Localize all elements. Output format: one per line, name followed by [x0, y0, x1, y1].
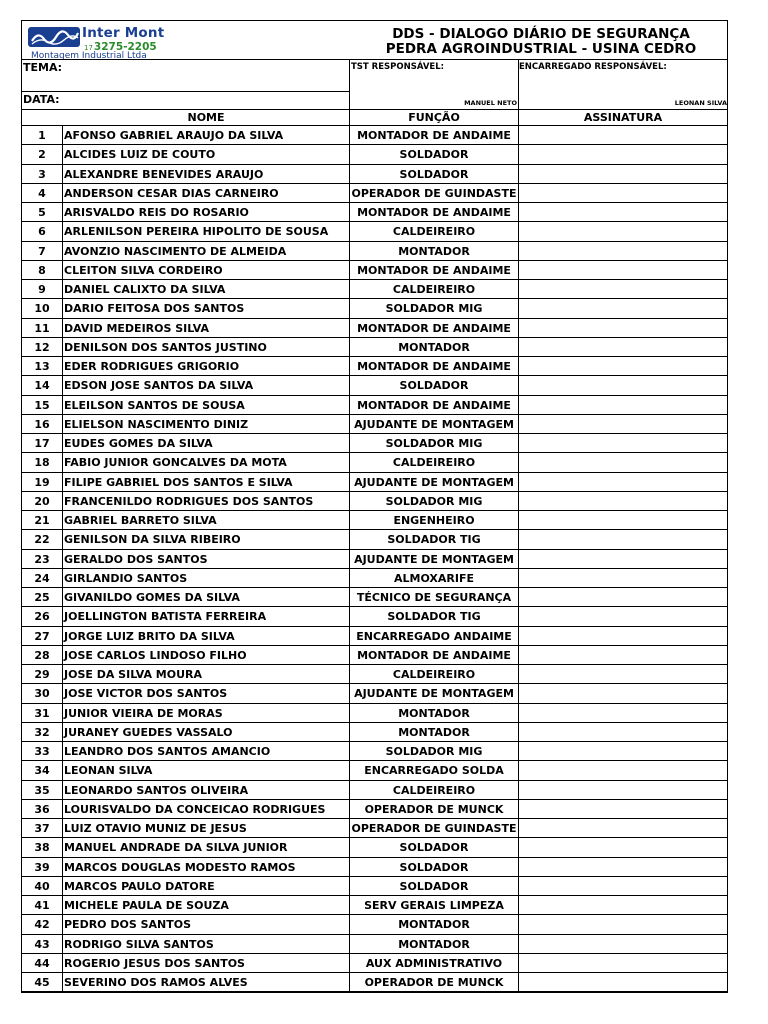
- employee-role: SOLDADOR: [399, 168, 469, 181]
- table-row: [22, 607, 727, 626]
- signature-cell[interactable]: [519, 781, 727, 800]
- signature-cell[interactable]: [519, 684, 727, 703]
- row-number: 43: [34, 938, 50, 951]
- row-number: 31: [34, 707, 50, 720]
- row-number: 41: [34, 899, 50, 912]
- employee-role: SOLDADOR MIG: [385, 302, 483, 315]
- signature-cell[interactable]: [519, 222, 727, 241]
- phone-area-code: 17: [84, 44, 93, 52]
- employee-name: JOSE DA SILVA MOURA: [64, 668, 203, 681]
- employee-name: MARCOS DOUGLAS MODESTO RAMOS: [64, 861, 296, 874]
- signature-cell[interactable]: [519, 492, 727, 511]
- signature-cell[interactable]: [519, 819, 727, 838]
- employee-name: MICHELE PAULA DE SOUZA: [64, 899, 229, 912]
- row-number: 22: [34, 533, 50, 546]
- table-row: [22, 646, 727, 665]
- row-number: 16: [34, 418, 50, 431]
- table-row: [22, 319, 727, 338]
- table-row: [22, 357, 727, 376]
- row-number: 5: [38, 206, 46, 219]
- table-row: [22, 184, 727, 203]
- tst-label: TST RESPONSÁVEL:: [351, 62, 445, 72]
- table-row: [22, 838, 727, 857]
- column-header-assinatura: ASSINATURA: [583, 111, 663, 124]
- employee-name: MARCOS PAULO DATORE: [64, 880, 215, 893]
- signature-cell[interactable]: [519, 935, 727, 954]
- row-number: 13: [34, 360, 50, 373]
- employee-role: MONTADOR: [398, 707, 470, 720]
- employee-role: MONTADOR: [398, 245, 470, 258]
- encarregado-label: ENCARREGADO RESPONSÁVEL:: [519, 62, 667, 72]
- divider: [349, 59, 350, 109]
- employee-name: JOELLINGTON BATISTA FERREIRA: [64, 610, 267, 623]
- phone-number: 3275-2205: [93, 41, 157, 53]
- employee-name: ROGERIO JESUS DOS SANTOS: [64, 957, 245, 970]
- employee-name: LOURISVALDO DA CONCEICAO RODRIGUES: [64, 803, 326, 816]
- company-subtitle: Montagem Industrial Ltda: [31, 51, 147, 61]
- employee-name: JORGE LUIZ BRITO DA SILVA: [64, 630, 235, 643]
- row-number: 30: [34, 687, 50, 700]
- tema-label: TEMA:: [23, 61, 63, 74]
- table-row: [22, 915, 727, 934]
- employee-role: SERV GERAIS LIMPEZA: [364, 899, 504, 912]
- table-row: [22, 473, 727, 492]
- employee-name: DAVID MEDEIROS SILVA: [64, 322, 210, 335]
- row-number: 18: [34, 456, 50, 469]
- table-row: [22, 819, 727, 838]
- row-number: 2: [38, 148, 46, 161]
- signature-cell[interactable]: [519, 280, 727, 299]
- employee-role: MONTADOR DE ANDAIME: [357, 129, 511, 142]
- row-number: 40: [34, 880, 50, 893]
- employee-name: GIRLANDIO SANTOS: [64, 572, 188, 585]
- employee-role: CALDEIREIRO: [392, 456, 476, 469]
- row-number: 12: [34, 341, 50, 354]
- signature-cell[interactable]: [519, 588, 727, 607]
- table-row: [22, 935, 727, 954]
- employee-name: JURANEY GUEDES VASSALO: [64, 726, 233, 739]
- employee-role: SOLDADOR: [399, 379, 469, 392]
- table-row: [22, 222, 727, 241]
- signature-cell[interactable]: [519, 915, 727, 934]
- table-row: [22, 704, 727, 723]
- table-row: [22, 203, 727, 222]
- column-header-funcao: FUNÇÃO: [408, 111, 460, 124]
- table-row: [22, 954, 727, 973]
- employee-name: GENILSON DA SILVA RIBEIRO: [64, 533, 241, 546]
- table-row: [22, 126, 727, 145]
- row-number: 9: [38, 283, 46, 296]
- row-number: 10: [34, 302, 50, 315]
- row-number: 42: [34, 918, 50, 931]
- employee-role: CALDEIREIRO: [392, 283, 476, 296]
- row-number: 11: [34, 322, 50, 335]
- table-row: [22, 781, 727, 800]
- employee-name: EUDES GOMES DA SILVA: [64, 437, 213, 450]
- signature-cell[interactable]: [519, 357, 727, 376]
- divider: [518, 109, 519, 992]
- signature-cell[interactable]: [519, 761, 727, 780]
- employee-name: AFONSO GABRIEL ARAUJO DA SILVA: [64, 129, 284, 142]
- row-number: 17: [34, 437, 50, 450]
- table-row: [22, 800, 727, 819]
- signature-cell[interactable]: [519, 184, 727, 203]
- employee-name: AVONZIO NASCIMENTO DE ALMEIDA: [64, 245, 287, 258]
- signature-cell[interactable]: [519, 646, 727, 665]
- signature-cell[interactable]: [519, 742, 727, 761]
- employee-name: ELEILSON SANTOS DE SOUSA: [64, 399, 245, 412]
- employee-name: EDSON JOSE SANTOS DA SILVA: [64, 379, 254, 392]
- table-row: [22, 684, 727, 703]
- employee-role: MONTADOR DE ANDAIME: [357, 322, 511, 335]
- employee-name: CLEITON SILVA CORDEIRO: [64, 264, 223, 277]
- row-number: 25: [34, 591, 50, 604]
- row-number: 8: [38, 264, 46, 277]
- employee-role: SOLDADOR MIG: [385, 745, 483, 758]
- table-row: [22, 165, 727, 184]
- employee-role: SOLDADOR: [399, 148, 469, 161]
- table-row: [22, 280, 727, 299]
- row-number: 39: [34, 861, 50, 874]
- employee-name: EDER RODRIGUES GRIGORIO: [64, 360, 240, 373]
- employee-name: ELIELSON NASCIMENTO DINIZ: [64, 418, 249, 431]
- signature-cell[interactable]: [519, 299, 727, 318]
- employee-name: FILIPE GABRIEL DOS SANTOS E SILVA: [64, 476, 293, 489]
- signature-cell[interactable]: [519, 376, 727, 395]
- table-row: [22, 530, 727, 549]
- row-number: 19: [34, 476, 50, 489]
- table-row: [22, 723, 727, 742]
- table-row: [22, 973, 727, 992]
- signature-cell[interactable]: [519, 800, 727, 819]
- row-number: 27: [34, 630, 50, 643]
- table-row: [22, 511, 727, 530]
- employee-role: CALDEIREIRO: [392, 784, 476, 797]
- employee-name: LEONAN SILVA: [64, 764, 153, 777]
- employee-name: ARISVALDO REIS DO ROSARIO: [64, 206, 249, 219]
- employee-role: SOLDADOR: [399, 841, 469, 854]
- row-number: 23: [34, 553, 50, 566]
- employee-role: ALMOXARIFE: [393, 572, 474, 585]
- table-row: [22, 242, 727, 261]
- row-number: 34: [34, 764, 50, 777]
- employee-name: RODRIGO SILVA SANTOS: [64, 938, 214, 951]
- employee-role: AJUDANTE DE MONTAGEM: [354, 687, 514, 700]
- document-subtitle: PEDRA AGROINDUSTRIAL - USINA CEDRO: [385, 41, 697, 57]
- table-row: [22, 434, 727, 453]
- employee-name: ALEXANDRE BENEVIDES ARAUJO: [64, 168, 264, 181]
- row-number: 6: [38, 225, 46, 238]
- row-number: 45: [34, 976, 50, 989]
- employee-role: MONTADOR: [398, 341, 470, 354]
- divider: [22, 91, 349, 92]
- row-number: 38: [34, 841, 50, 854]
- employee-role: MONTADOR DE ANDAIME: [357, 264, 511, 277]
- employee-name: MANUEL ANDRADE DA SILVA JUNIOR: [64, 841, 288, 854]
- signature-cell[interactable]: [519, 550, 727, 569]
- employee-role: SOLDADOR TIG: [387, 533, 481, 546]
- row-number: 26: [34, 610, 50, 623]
- signature-cell[interactable]: [519, 261, 727, 280]
- employee-role: CALDEIREIRO: [392, 668, 476, 681]
- signature-cell[interactable]: [519, 896, 727, 915]
- table-row: [22, 396, 727, 415]
- table-row: [22, 569, 727, 588]
- table-row: [22, 453, 727, 472]
- encarregado-name: LEONAN SILVA: [674, 99, 727, 107]
- employee-role: ENCARREGADO SOLDA: [364, 764, 504, 777]
- signature-cell[interactable]: [519, 627, 727, 646]
- employee-role: MONTADOR: [398, 726, 470, 739]
- employee-role: OPERADOR DE GUINDASTE: [351, 187, 517, 200]
- employee-role: SOLDADOR MIG: [385, 437, 483, 450]
- employee-role: MONTADOR DE ANDAIME: [357, 649, 511, 662]
- row-number: 36: [34, 803, 50, 816]
- table-row: [22, 338, 727, 357]
- table-row: [22, 877, 727, 896]
- table-row: [22, 588, 727, 607]
- table-row: [22, 896, 727, 915]
- employee-role: MONTADOR: [398, 918, 470, 931]
- row-number: 37: [34, 822, 50, 835]
- divider: [22, 59, 727, 60]
- signature-cell[interactable]: [519, 338, 727, 357]
- employee-name: LUIZ OTAVIO MUNIZ DE JESUS: [64, 822, 247, 835]
- employee-role: MONTADOR DE ANDAIME: [357, 360, 511, 373]
- company-logo: [26, 25, 186, 61]
- signature-cell[interactable]: [519, 665, 727, 684]
- employee-name: LEONARDO SANTOS OLIVEIRA: [64, 784, 249, 797]
- table-row: [22, 261, 727, 280]
- row-number: 15: [34, 399, 50, 412]
- employee-role: SOLDADOR: [399, 861, 469, 874]
- table-row: [22, 145, 727, 164]
- table-row: [22, 492, 727, 511]
- divider: [349, 109, 350, 992]
- row-number: 1: [38, 129, 46, 142]
- signature-cell[interactable]: [519, 569, 727, 588]
- row-number: 20: [34, 495, 50, 508]
- signature-cell[interactable]: [519, 319, 727, 338]
- employee-role: AUX ADMINISTRATIVO: [365, 957, 503, 970]
- employee-name: GABRIEL BARRETO SILVA: [64, 514, 217, 527]
- row-number: 29: [34, 668, 50, 681]
- signature-cell[interactable]: [519, 607, 727, 626]
- employee-name: LEANDRO DOS SANTOS AMANCIO: [64, 745, 271, 758]
- wave-logo-icon: [28, 27, 80, 47]
- document-title: DDS - DIALOGO DIÁRIO DE SEGURANÇA: [392, 26, 690, 42]
- signature-cell[interactable]: [519, 415, 727, 434]
- row-number: 44: [34, 957, 50, 970]
- employee-role: AJUDANTE DE MONTAGEM: [354, 418, 514, 431]
- employee-role: SOLDADOR TIG: [387, 610, 481, 623]
- employee-name: ARLENILSON PEREIRA HIPOLITO DE SOUSA: [64, 225, 329, 238]
- employee-name: JOSE VICTOR DOS SANTOS: [64, 687, 228, 700]
- company-name: Inter Mont: [82, 25, 165, 41]
- employee-role: ENCARREGADO ANDAIME: [356, 630, 512, 643]
- signature-cell[interactable]: [519, 704, 727, 723]
- table-row: [22, 550, 727, 569]
- signature-cell[interactable]: [519, 877, 727, 896]
- row-number: 14: [34, 379, 50, 392]
- employee-name: FABIO JUNIOR GONCALVES DA MOTA: [64, 456, 287, 469]
- employee-name: ALCIDES LUIZ DE COUTO: [64, 148, 216, 161]
- employee-name: JOSE CARLOS LINDOSO FILHO: [64, 649, 247, 662]
- row-number: 21: [34, 514, 50, 527]
- signature-cell[interactable]: [519, 858, 727, 877]
- table-row: [22, 665, 727, 684]
- row-divider: [22, 991, 727, 992]
- signature-cell[interactable]: [519, 530, 727, 549]
- employee-role: OPERADOR DE MUNCK: [364, 976, 504, 989]
- signature-cell[interactable]: [519, 396, 727, 415]
- row-number: 3: [38, 168, 46, 181]
- employee-role: ENGENHEIRO: [393, 514, 475, 527]
- data-label: DATA:: [23, 93, 60, 106]
- signature-cell[interactable]: [519, 511, 727, 530]
- table-row: [22, 415, 727, 434]
- attendance-sheet: [21, 20, 728, 993]
- row-number: 24: [34, 572, 50, 585]
- employee-role: OPERADOR DE MUNCK: [364, 803, 504, 816]
- employee-role: CALDEIREIRO: [392, 225, 476, 238]
- signature-cell[interactable]: [519, 453, 727, 472]
- employee-role: OPERADOR DE GUINDASTE: [351, 822, 517, 835]
- signature-cell[interactable]: [519, 145, 727, 164]
- employee-role: SOLDADOR MIG: [385, 495, 483, 508]
- signature-cell[interactable]: [519, 203, 727, 222]
- employee-name: GIVANILDO GOMES DA SILVA: [64, 591, 240, 604]
- signature-cell[interactable]: [519, 838, 727, 857]
- employee-role: AJUDANTE DE MONTAGEM: [354, 553, 514, 566]
- signature-cell[interactable]: [519, 723, 727, 742]
- employee-name: FRANCENILDO RODRIGUES DOS SANTOS: [64, 495, 314, 508]
- signature-cell[interactable]: [519, 434, 727, 453]
- employee-name: DARIO FEITOSA DOS SANTOS: [64, 302, 245, 315]
- signature-cell[interactable]: [519, 973, 727, 992]
- table-row: [22, 761, 727, 780]
- employee-role: AJUDANTE DE MONTAGEM: [354, 476, 514, 489]
- signature-cell[interactable]: [519, 954, 727, 973]
- employee-name: PEDRO DOS SANTOS: [64, 918, 192, 931]
- employee-name: GERALDO DOS SANTOS: [64, 553, 208, 566]
- employee-name: JUNIOR VIEIRA DE MORAS: [64, 707, 223, 720]
- signature-cell[interactable]: [519, 242, 727, 261]
- row-number: 7: [38, 245, 46, 258]
- employee-role: MONTADOR: [398, 938, 470, 951]
- row-number: 32: [34, 726, 50, 739]
- employee-name: DENILSON DOS SANTOS JUSTINO: [64, 341, 267, 354]
- divider: [62, 125, 63, 992]
- row-number: 28: [34, 649, 50, 662]
- signature-cell[interactable]: [519, 473, 727, 492]
- employee-role: TÉCNICO DE SEGURANÇA: [356, 591, 512, 604]
- signature-cell[interactable]: [519, 165, 727, 184]
- column-header-nome: NOME: [187, 111, 225, 124]
- table-row: [22, 858, 727, 877]
- table-row: [22, 299, 727, 318]
- table-row: [22, 742, 727, 761]
- tst-name: MANUEL NETO: [464, 99, 517, 107]
- row-number: 4: [38, 187, 46, 200]
- employee-role: SOLDADOR: [399, 880, 469, 893]
- employee-role: MONTADOR DE ANDAIME: [357, 206, 511, 219]
- employee-name: DANIEL CALIXTO DA SILVA: [64, 283, 226, 296]
- table-row: [22, 376, 727, 395]
- table-row: [22, 627, 727, 646]
- employee-name: SEVERINO DOS RAMOS ALVES: [64, 976, 248, 989]
- signature-cell[interactable]: [519, 126, 727, 145]
- employee-role: MONTADOR DE ANDAIME: [357, 399, 511, 412]
- row-number: 35: [34, 784, 50, 797]
- row-number: 33: [34, 745, 50, 758]
- employee-name: ANDERSON CESAR DIAS CARNEIRO: [64, 187, 279, 200]
